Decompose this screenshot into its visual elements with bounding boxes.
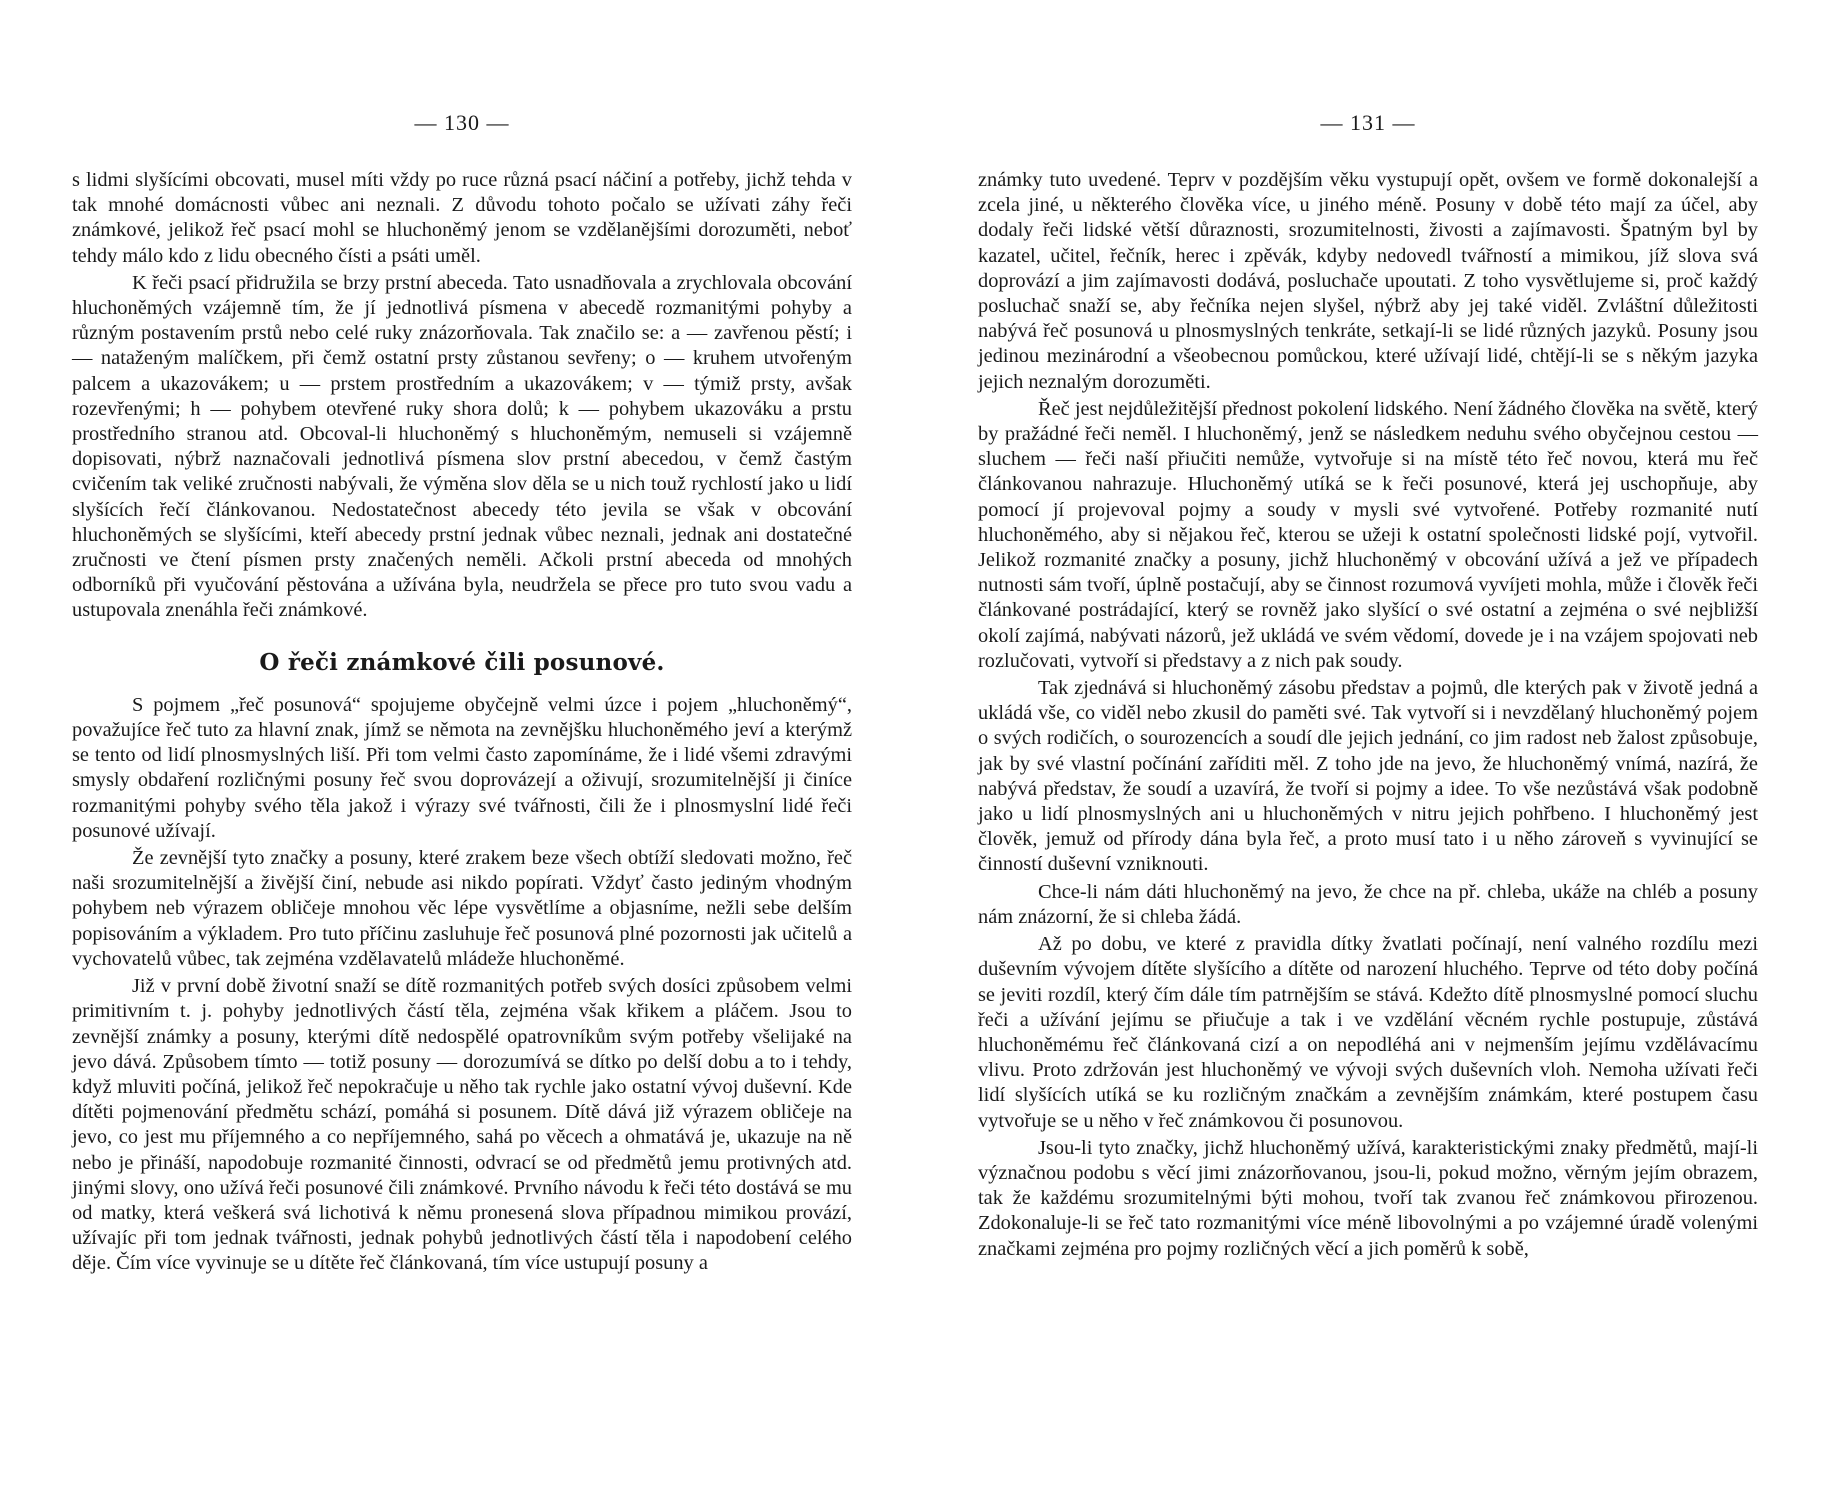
paragraph: Že zevnější tyto značky a posuny, které zrakem beze všech obtíží sledovati možno, řeč naši srozumitelnější a živější činí, nebude asi nikdo popírati. Vždyť často jediným vhodným pohybem neb výrazem obličeje mnohou věc lépe vysvětlíme a objasníme, nežli sebe delším popisováním a výkladem. Pro tuto příčinu zasluhuje řeč posunová plné pozornosti jak učitelů a vychovatelů vůbec, tak zejména vzdělavatelů mládeže hluchoněmé. — [72, 847, 852, 970]
paragraph: S pojmem „řeč posunová“ spojujeme obyčejně velmi úzce i pojem „hluchoněmý“, považujíce řeč tuto za hlavní znak, jímž se němota na zevnějšku hluchoněmého jeví a kterýmž se tento od lidí plnosmyslných liší. Při tom velmi často zapomínáme, že i lidé všemi zdravými smysly obdaření rozličnými posuny řeč svou doprovázejí a oživují, srozumitelnější ji činíce rozmanitými pohyby svého těla jakož i výrazy své tvářnosti, čili že i plnosmyslní lidé řeči posunové užívají. — [72, 693, 852, 842]
page-number: — 131 — — [1320, 110, 1416, 135]
right-page — [978, 0, 1758, 1500]
paragraph: Tak zjednává si hluchoněmý zásobu představ a pojmů, dle kterých pak v životě jedná a ukládá vše, co viděl nebo zkusil do paměti své. Tak vytvoří si i nevzdělaný hluchoněmý pojem o svých rodičích, o sourozencích a soudí dle jejich jednání, co jim radost neb žalost způsobuje, jak by své vlastní počínání zaříditi měl. Z toho jde na jevo, že hluchoněmý vnímá, nazírá, že nabývá představ, že soudí a uzavírá, že tvoří si pojmy a idee. To vše nezůstává však podobně jako u lidí plnosmyslných ani u hluchoněmých v nitru jejich pohřbeno. I hluchoněmý jest člověk, jemuž od přírody dána byla řeč, a proto musí tato i u něho zároveň s vyvinující se činností duševní vzniknouti. — [978, 677, 1758, 876]
paragraph: Až po dobu, ve které z pravidla dítky žvatlati počínají, není valného rozdílu mezi duševním vývojem dítěte slyšícího a dítěte od narození hluchého. Teprve od této doby počíná se jeviti rozdíl, který čím dále tím patrnějším se stává. Kdežto dítě plnosmyslné pomocí sluchu řeči a užívání jejímu se přiučuje a tak i ve vzdělání věcném rychle postupuje, zůstává hluchoněmému řeč článkovaná cizí a on nepodléhá ani v nejmenším jejímu vzdělávacímu vlivu. Proto zdržován jest hluchoněmý ve vývoji svých duševních vloh. Nemoha užívati řeči lidí slyšících utíká se ku rozličným značkám a zevnějším známkám, které postupem času vytvořuje se u něho v řeč známkovou či posunovou. — [978, 933, 1758, 1132]
paragraph: Chce-li nám dáti hluchoněmý na jevo, že chce na př. chleba, ukáže na chléb a posuny nám znázorní, že si chleba žádá. — [978, 880, 1758, 928]
paragraph: K řeči psací přidružila se brzy prstní abeceda. Tato usnadňovala a zrychlovala obcování hluchoněmých vzájemně tím, že jí jednotlivá písmena v abecedě rozmanitými pohyby a různým postavením prstů nebo celé ruky znázorňovala. Tak značilo se: a — zavřenou pěstí; i — nataženým malíčkem, při čemž ostatní prsty zůstanou sevřeny; o — kruhem utvořeným palcem a ukazovákem; u — prstem prostředním a ukazovákem; v — týmiž prsty, avšak rozevřenými; h — pohybem otevřené ruky shora dolů; k — pohybem ukazováku a prstu prostředního stranou atd. Obcoval-li hluchoněmý s hluchoněmým, nemuseli si vzájemně dopisovati, nýbrž naznačovali jednotlivá písmena slov prstní abecedou, v čemž častým cvičením tak veliké zručnosti nabývali, že výměna slov děla se u nich touž rychlostí jako u lidí slyšících řečí článkovanou. Nedostatečnost abecedy této jevila se však v obcování hluchoněmých se slyšícími, kteří abecedy prstní jednak vůbec neznali, jednak ani dostatečné zručnosti ve čtení písmen prsty značených neměli. Ačkoli prstní abeceda od mnohých odborníků při vyučování pěstována a užívána byla, neudržela se přece pro tuto svou vadu a ustupovala znenáhla řeči známkové. — [72, 271, 852, 622]
paragraph: známky tuto uvedené. Teprv v pozdějším věku vystupují opět, ovšem ve formě dokonalejší a zcela jiné, u některého člověka více, u jiného méně. Posuny v době této mají za účel, aby dodaly řeči lidské větší důraznosti, srozumitelnosti, živosti a zajímavosti. Špatným byl by kazatel, učitel, řečník, herec i zpěvák, kdyby nedovedl tvářností a mimikou, jíž slova svá doprovází a jim zajímavosti dodává, posluchače upoutati. Z toho vysvětlujeme si, proč každý posluchač snaží se, aby řečníka nejen slyšel, nýbrž aby jej také viděl. Zvláštní důležitosti nabývá řeč posunová u plnosmyslných tenkráte, setkají-li se lidé různých jazyků. Posuny jsou jedinou mezinárodní a všeobecnou pomůckou, které užívají lidé, chtějí-li se s někým jazyka jejich neznalým dorozuměti. — [978, 169, 1758, 393]
paragraph: Jsou-li tyto značky, jichž hluchoněmý užívá, karakteristickými znaky předmětů, mají-li význačnou podobu s věcí jimi znázorňovanou, jsou-li, pokud možno, věrným jejím obrazem, tak že každému srozumitelnými býti mohou, tvoří tak zvanou řeč známkovou přirozenou. Zdokonaluje-li se řeč tato rozmanitými více méně libovolnými a po vzájemné úradě volenými značkami zejména pro pojmy rozličných věcí a jich poměrů k sobě, — [978, 1136, 1758, 1260]
left-page — [72, 0, 852, 1500]
page-body — [72, 168, 852, 1277]
page-body — [978, 168, 1758, 1262]
page-number: — 130 — — [414, 110, 510, 135]
section-heading: O řeči známkové čili posunové. — [259, 648, 665, 676]
paragraph: s lidmi slyšícími obcovati, musel míti vždy po ruce různá psací náčiní a potřeby, jichž tehda v tak mnohé domácnosti vůbec ani neznali. Z důvodu tohoto počalo se užívati záhy řeči známkové, jelikož řeč psací mohl se hluchoněmý jenom se vzdělanějšími dorozuměti, neboť tehdy málo kdo z lidu obecného čísti a psáti uměl. — [72, 169, 852, 267]
paragraph: Již v první době životní snaží se dítě rozmanitých potřeb svých dosíci způsobem velmi primitivním t. j. pohyby jednotlivých částí těla, zejména však křikem a pláčem. Jsou to zevnější známky a posuny, kterými dítě nedospělé opatrovníkům svým potřeby všelijaké na jevo dává. Způsobem tímto — totiž posuny — dorozumívá se dítko po delší dobu a to i tehdy, když mluviti počíná, jelikož řeč nepokračuje u něho tak rychle jako ostatní vývoj duševní. Kde dítěti pojmenování předmětu schází, pomáhá si posunem. Dítě dává již výrazem obličeje na jevo, co jest mu příjemného a co nepříjemného, sahá po věcech a ohmatává je, ukazuje na ně nebo je přináší, napodobuje rozmanité činnosti, odvrací se od předmětů jemu protivných atd. jinými slovy, ono užívá řeči posunové čili známkové. Prvního návodu k řeči této dostává se mu od matky, která veškerá svá lichotivá k němu pronesená slova případnou mimikou provází, užívajíc při tom jednak tvářnosti, jednak pohybů jednotlivých částí těla i napodobení celého děje. Čím více vyvinuje se u dítěte řeč článkovaná, tím více ustupují posuny a — [72, 975, 852, 1275]
paragraph: Řeč jest nejdůležitější přednost pokolení lidského. Není žádného člověka na světě, který by pražádné řeči neměl. I hluchoněmý, jenž se následkem neduhu svého obyčejnou cestou — sluchem — řeči naší přiučiti nemůže, vytvořuje si na místě této řeč novou, která mu řeč článkovanou nahrazuje. Hluchoněmý utíká se k řeči posunové, která jej uschopňuje, aby pomocí jí projevoval pojmy a soudy v mysli své vytvořené. Potřeby rozmanité nutí hluchoněmého, aby si nějakou řeč, kterou se užeji k ostatní společnosti lidské pojí, vytvořil. Jelikož rozmanité značky a posuny, jichž hluchoněmý v obcování užívá a jež ve případech nutnosti sám tvoří, úplně postačují, aby se činnost rozumová vyvíjeti mohla, může i člověk řeči článkované postrádající, který se rovněž jako slyšící o své ostatní a zejména o své nejbližší okolí zajímá, nabývati názorů, jež ukládá ve svém vědomí, dovede je i na vzájem spojovati neb rozlučovati, vytvoří si představy a z nich pak soudy. — [978, 397, 1758, 672]
